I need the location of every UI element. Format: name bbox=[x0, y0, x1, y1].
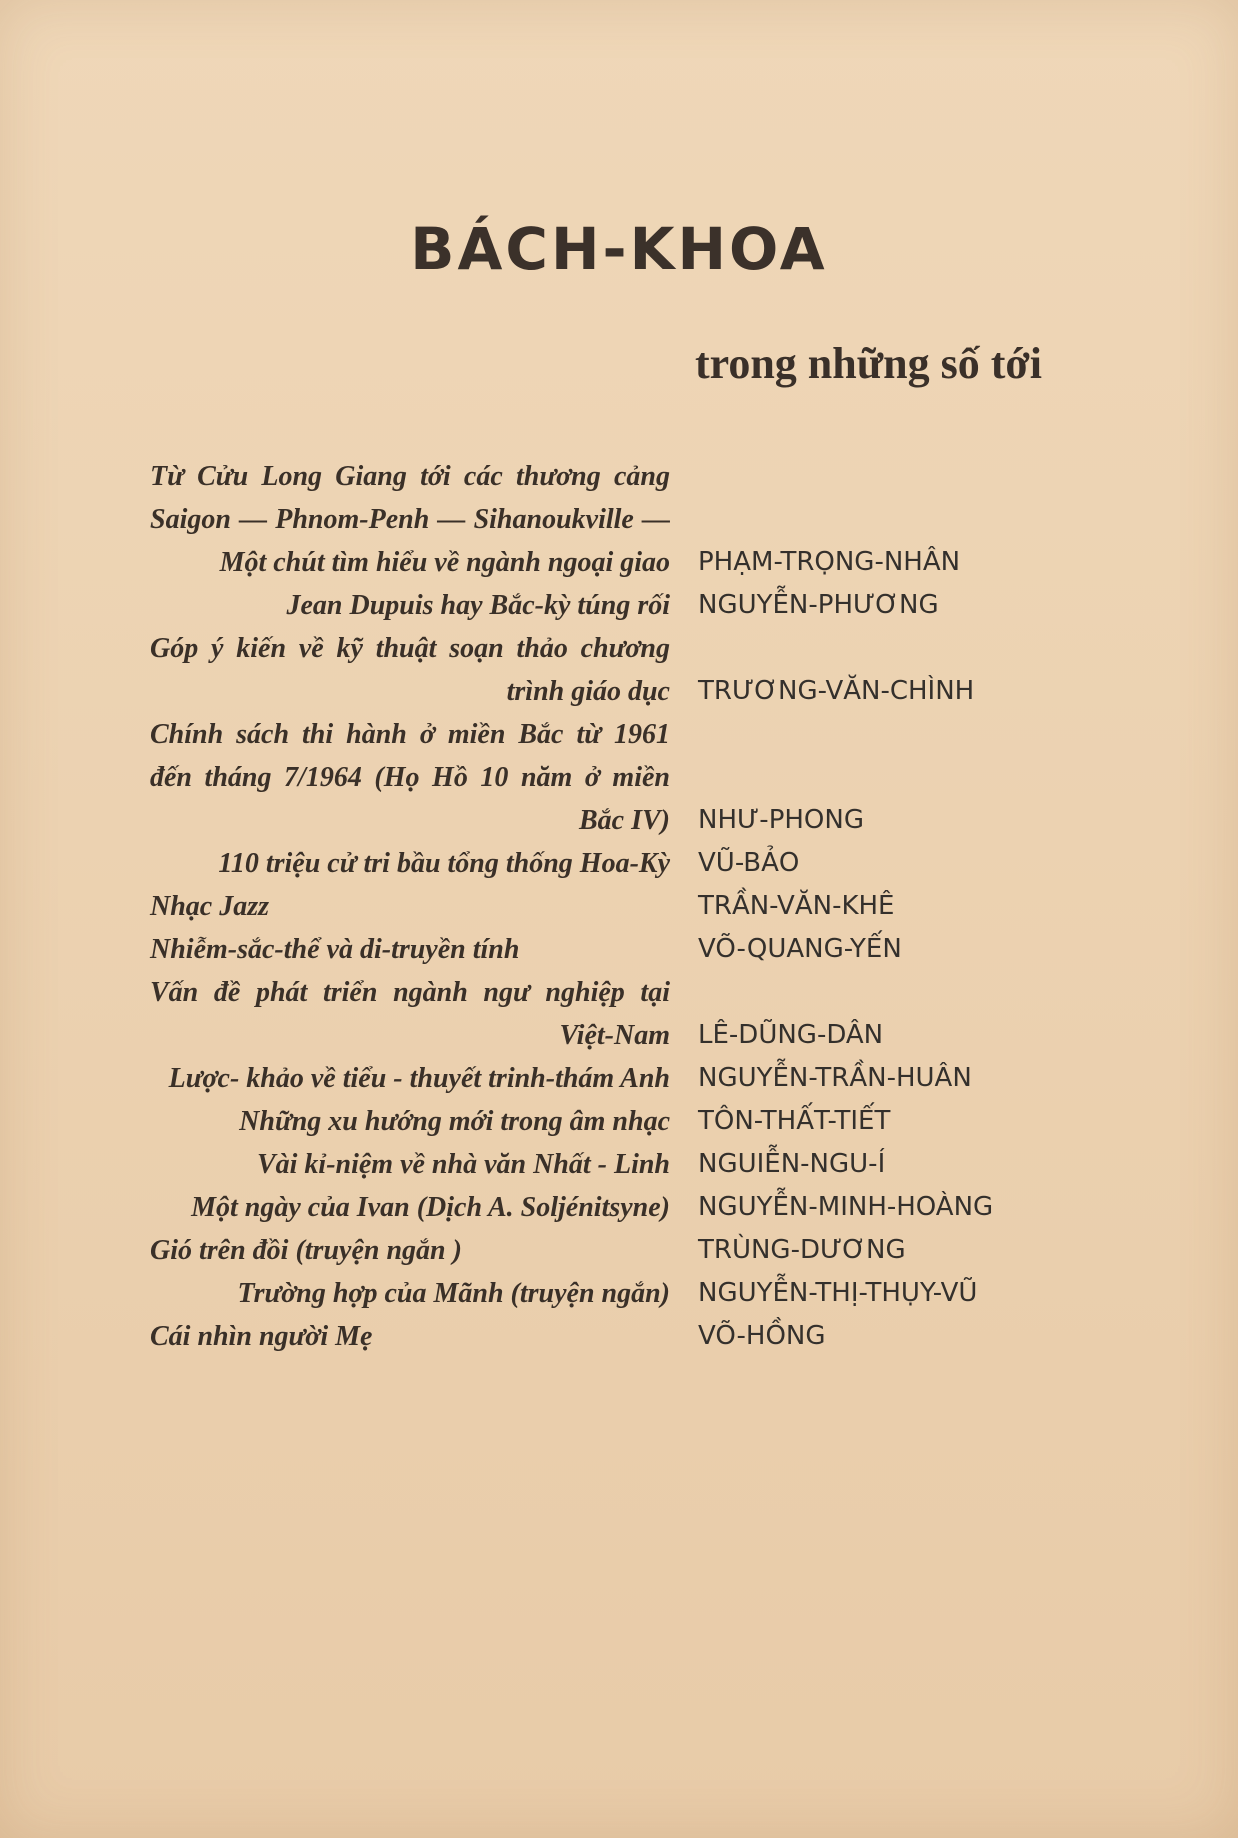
article-title: Một ngày của Ivan (Dịch A. Soljénitsyne) bbox=[191, 1192, 670, 1223]
masthead-title: BÁCH-KHOA bbox=[410, 215, 828, 283]
article-author: TRẦN-VĂN-KHÊ bbox=[698, 891, 895, 921]
article-author: LÊ-DŨNG-DÂN bbox=[698, 1020, 884, 1050]
article-author: NHƯ-PHONG bbox=[698, 805, 864, 835]
article-author: TRÙNG-DƯƠNG bbox=[698, 1235, 906, 1265]
article-author: NGUYỄN-PHƯƠNG bbox=[698, 590, 939, 620]
article-author: VÕ-QUANG-YẾN bbox=[698, 934, 902, 964]
toc-entry bbox=[150, 713, 1050, 842]
subtitle: trong những số tới bbox=[694, 339, 1042, 388]
article-author: TRƯƠNG-VĂN-CHÌNH bbox=[698, 676, 975, 706]
toc-entry bbox=[150, 627, 1050, 713]
article-title: Jean Dupuis hay Bắc-kỳ túng rối bbox=[286, 590, 670, 621]
article-title: Góp ý kiến về kỹ thuật soạn thảo chương trình giáo dục bbox=[150, 633, 670, 707]
article-title: Chính sách thi hành ở miền Bắc từ 1961 đến tháng 7/1964 (Họ Hồ 10 năm ở miền Bắc IV) bbox=[150, 719, 670, 836]
article-author: NGUIỄN-NGU-Í bbox=[698, 1149, 886, 1179]
toc-entry bbox=[150, 1186, 1050, 1229]
article-title: Vấn đề phát triển ngành ngư nghiệp tại Việt-Nam bbox=[150, 977, 670, 1051]
article-author: NGUYỄN-THỊ-THỤY-VŨ bbox=[698, 1278, 978, 1308]
toc-entry bbox=[150, 885, 1050, 928]
article-title: Nhiễm-sắc-thể và di-truyền tính bbox=[150, 934, 520, 965]
toc-entry bbox=[150, 928, 1050, 971]
article-author: VŨ-BẢO bbox=[698, 848, 800, 878]
article-title: Từ Cửu Long Giang tới các thương cảng Saigon — Phnom-Penh — Sihanoukville — Một chút tìm hiểu về ngành ngoại giao bbox=[150, 461, 670, 578]
toc-entry bbox=[150, 971, 1050, 1057]
toc-entry bbox=[150, 1057, 1050, 1100]
toc-entry bbox=[150, 455, 1050, 584]
article-title: 110 triệu cử tri bầu tổng thống Hoa-Kỳ bbox=[218, 848, 670, 879]
toc-entry bbox=[150, 1100, 1050, 1143]
toc-entry bbox=[150, 1143, 1050, 1186]
article-title: Cái nhìn người Mẹ bbox=[150, 1321, 373, 1352]
article-author: TÔN-THẤT-TIẾT bbox=[698, 1106, 891, 1136]
article-title: Trường hợp của Mãnh (truyện ngắn) bbox=[237, 1278, 670, 1309]
article-author: NGUYỄN-MINH-HOÀNG bbox=[698, 1192, 994, 1222]
article-author: PHẠM-TRỌNG-NHÂN bbox=[698, 547, 961, 577]
toc-entry bbox=[150, 1272, 1050, 1315]
toc-entry bbox=[150, 842, 1050, 885]
article-author: VÕ-HỒNG bbox=[698, 1321, 826, 1351]
article-title: Nhạc Jazz bbox=[150, 891, 270, 922]
toc-entry bbox=[150, 584, 1050, 627]
toc-entry bbox=[150, 1315, 1050, 1358]
toc-entry bbox=[150, 1229, 1050, 1272]
article-title: Vài kỉ-niệm về nhà văn Nhất - Linh bbox=[256, 1149, 670, 1180]
article-author: NGUYỄN-TRẦN-HUÂN bbox=[698, 1063, 972, 1093]
article-title: Những xu hướng mới trong âm nhạc bbox=[239, 1106, 670, 1137]
article-title: Gió trên đồi (truyện ngắn ) bbox=[150, 1235, 462, 1266]
table-of-contents bbox=[150, 455, 1050, 1358]
article-title: Lược- khảo về tiểu - thuyết trinh-thám Anh bbox=[168, 1063, 670, 1094]
